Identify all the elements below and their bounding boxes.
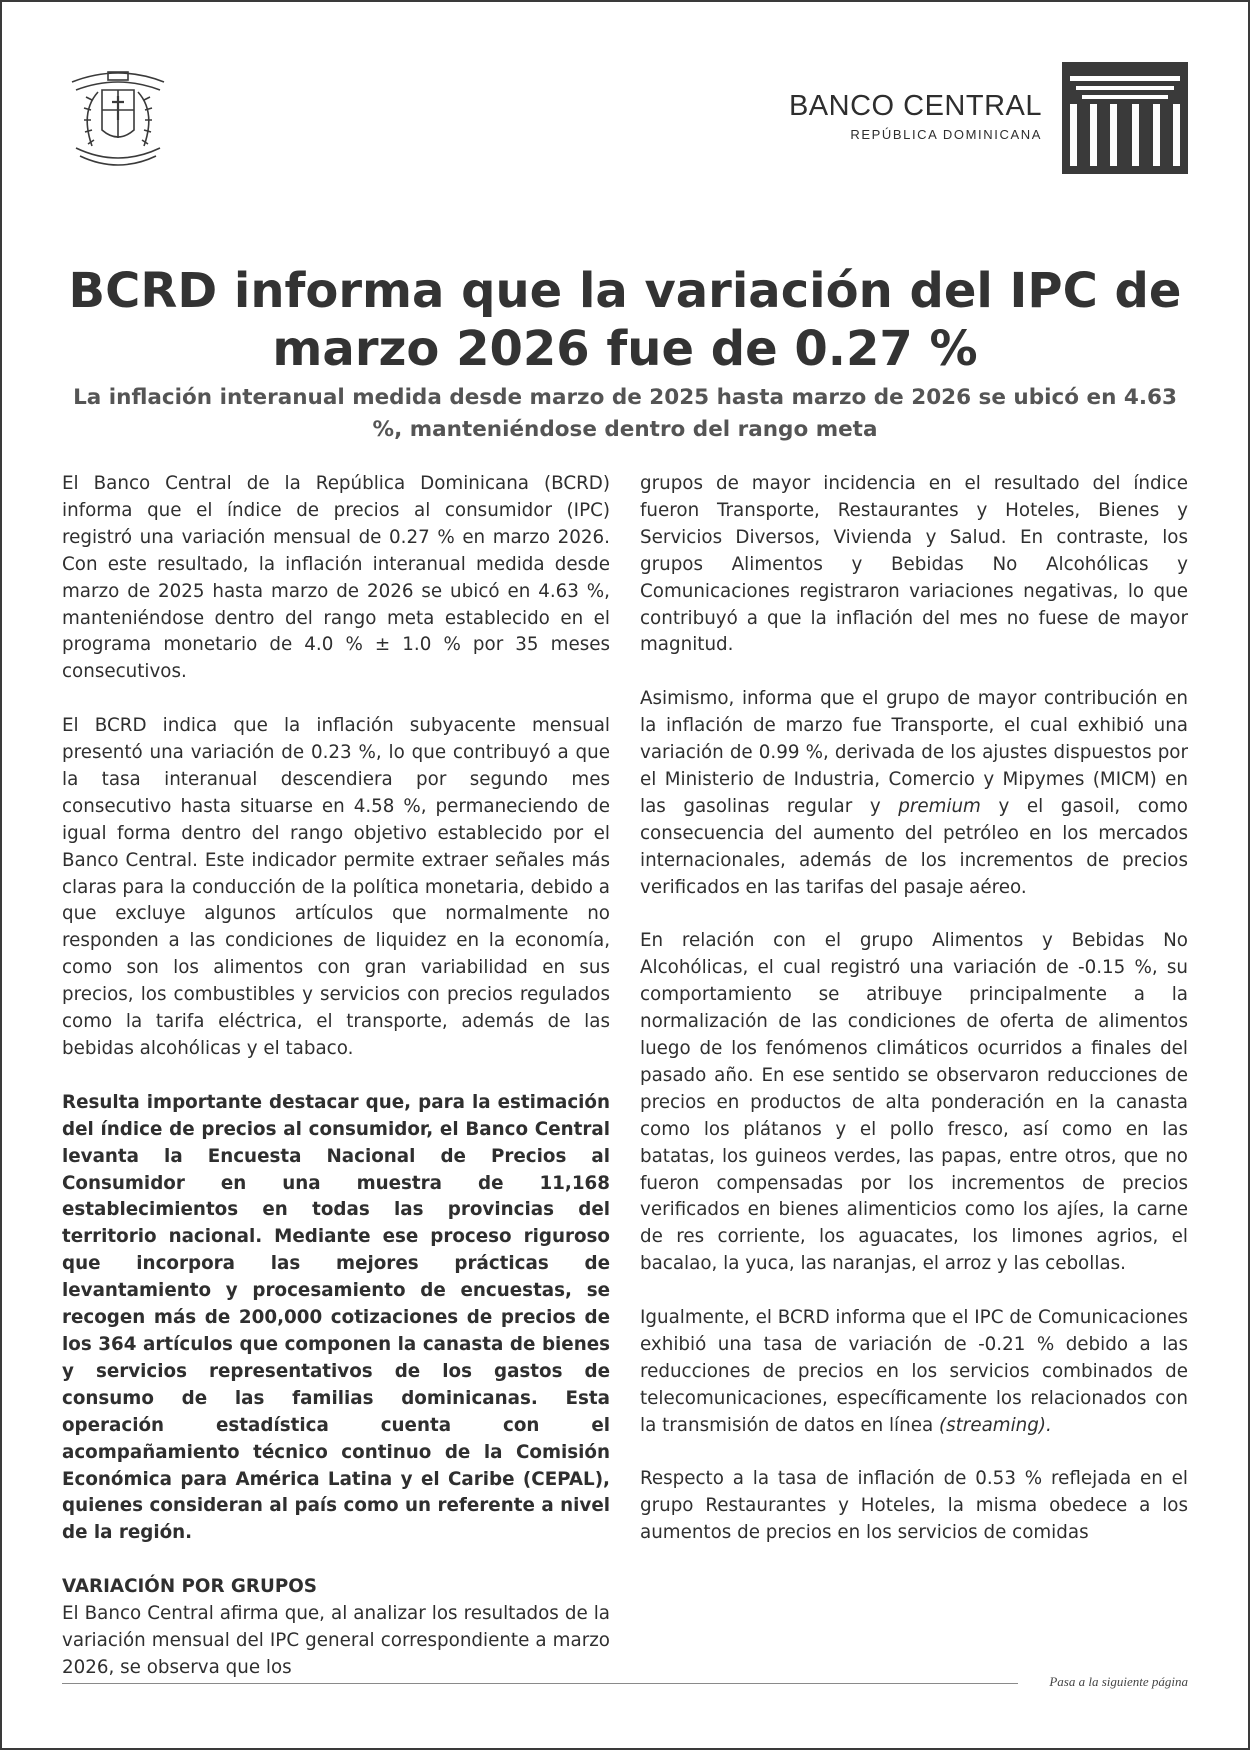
paragraph-text: Asimismo, informa que el grupo de mayor contribución en la inflación de marzo fue Transporte, el cual exhibió una variación de 0.99 %, derivada de los ajustes dispuestos por el Ministerio de Industria, Comercio y Mipymes (MICM) en las gasolinas regular y	[640, 688, 1188, 817]
paragraph-text: y el gasoil, como consecuencia del aumento del petróleo en los mercados internacionales, además de los incrementos de precios verificados en las tarifas del pasaje aéreo.	[640, 795, 1188, 898]
bank-wordmark	[789, 92, 1042, 142]
paragraph-text: Igualmente, el BCRD informa que el IPC de Comunicaciones exhibió una tasa de variación de -0.21 % debido a las reducciones de precios en los servicios combinados de telecomunicaciones, específicamente los relacionados con la transmisión de datos en línea	[640, 1307, 1188, 1436]
paragraph	[640, 1305, 1188, 1440]
left-column	[62, 471, 610, 1682]
bank-logo	[789, 62, 1188, 174]
footer-divider	[62, 1683, 1018, 1684]
bank-name: BANCO CENTRAL	[788, 90, 1042, 122]
section-heading: VARIACIÓN POR GRUPOS	[62, 1576, 317, 1598]
paragraph	[640, 686, 1188, 901]
next-page-note: Pasa a la siguiente página	[1049, 1674, 1188, 1689]
highlighted-paragraph: Resulta importante destacar que, para la estimación del índice de precios al consumidor, el Banco Central levanta la Encuesta Nacional de Precios al Consumidor en una muestra de 11,168 establecimientos en todas las provincias del territorio nacional. Mediante ese proceso riguroso que incorpora las mejores prácticas de levantamiento y procesamiento de encuestas, se recogen más de 200,000 cotizaciones de precios de los 364 artículos que componen la canasta de bienes y servicios representativos de los gastos de consumo de las familias dominicanas. Esta operación estadística cuenta con el acompañamiento técnico continuo de la Comisión Económica para América Latina y el Caribe (CEPAL), quienes consideran al país como un referente a nivel de la región.	[62, 1091, 610, 1544]
bank-country: REPÚBLICA DOMINICANA	[850, 127, 1042, 142]
paragraph: El BCRD indica que la inflación subyacente mensual presentó una variación de 0.23 %, lo que contribuyó a que la tasa interanual descendiera por segundo mes consecutivo hasta situarse en 4.58 %, permaneciendo de igual forma dentro del rango objetivo establecido por el Banco Central. Este indicador permite extraer señales más claras para la conducción de la política monetaria, debido a que excluye algunos artículos que normalmente no responden a las condiciones de liquidez en la economía, como son los alimentos con gran variabilidad en sus precios, los combustibles y servicios con precios regulados como la tarifa eléctrica, el transporte, además de las bebidas alcohólicas y el tabaco.	[62, 715, 610, 1060]
right-column	[640, 471, 1188, 1547]
page-subtitle: La inflación interanual medida desde marzo de 2025 hasta marzo de 2026 se ubicó en 4.63 %, manteniéndose dentro del rango meta	[73, 385, 1177, 442]
italic-term: (streaming).	[938, 1414, 1052, 1436]
italic-term: premium	[898, 795, 981, 817]
dominican-coat-of-arms-icon	[62, 60, 174, 172]
headline	[62, 262, 1188, 446]
paragraph: grupos de mayor incidencia en el resultado del índice fueron Transporte, Restaurantes y Hoteles, Bienes y Servicios Diversos, Vivienda y Salud. En contraste, los grupos Alimentos y Bebidas No Alcohólicas y Comunicaciones registraron variaciones negativas, lo que contribuyó a que la inflación del mes no fuese de mayor magnitud.	[640, 473, 1188, 656]
paragraph: El Banco Central de la República Dominicana (BCRD) informa que el índice de precios al consumidor (IPC) registró una variación mensual de 0.27 % en marzo 2026. Con este resultado, la inflación interanual medida desde marzo de 2025 hasta marzo de 2026 se ubicó en 4.63 %, manteniéndose dentro del rango meta establecido en el programa monetario de 4.0 % ± 1.0 % por 35 meses consecutivos.	[62, 473, 610, 683]
paragraph: El Banco Central afirma que, al analizar los resultados de la variación mensual del IPC general correspondiente a marzo 2026, se observa que los	[62, 1603, 610, 1678]
paragraph: En relación con el grupo Alimentos y Bebidas No Alcohólicas, el cual registró una variación de -0.15 %, su comportamiento se atribuye principalmente a la normalización de las condiciones de oferta de alimentos luego de los fenómenos climáticos ocurridos a finales del pasado año. En ese sentido se observaron reducciones de precios en productos de alta ponderación en la canasta como los plátanos y el pollo fresco, así como en las batatas, los guineos verdes, las papas, entre otros, que no fueron compensadas por los incrementos de precios verificados en bienes alimenticios como los ajíes, la carne de res corriente, los aguacates, los limones agrios, el bacalao, la yuca, las naranjas, el arroz y las cebollas.	[640, 930, 1188, 1275]
page-title: BCRD informa que la variación del IPC de marzo 2026 fue de 0.27 %	[68, 263, 1182, 377]
paragraph: Respecto a la tasa de inflación de 0.53 % reflejada en el grupo Restaurantes y Hoteles, la misma obedece a los aumentos de precios en los servicios de comidas	[640, 1468, 1188, 1544]
bank-columns-icon	[1062, 62, 1188, 174]
